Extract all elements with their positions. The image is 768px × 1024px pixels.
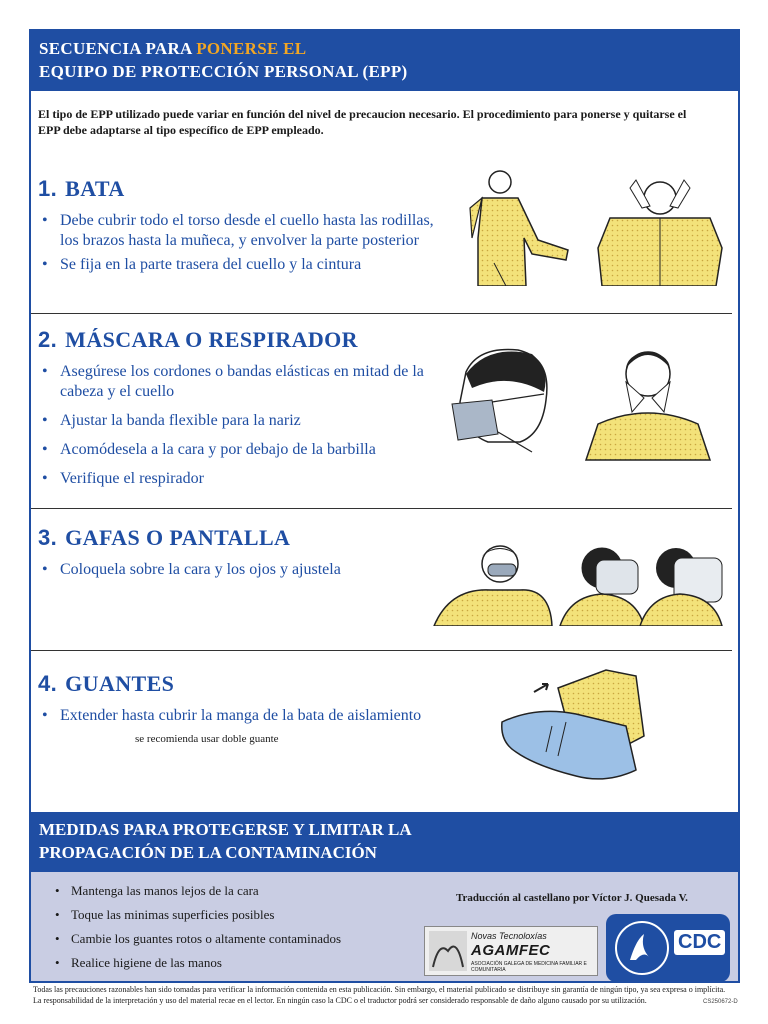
measures-title-line2: PROPAGACIÓN DE LA CONTAMINACIÓN	[39, 843, 377, 862]
agamfec-emblem-icon	[429, 931, 467, 971]
section-2-title: 2. MÁSCARA O RESPIRADOR	[38, 327, 358, 352]
section-1-title: 1. BATA	[38, 176, 125, 201]
translation-credit: Traducción al castellano por Víctor J. Quesada V.	[456, 892, 688, 904]
hhs-seal-icon	[614, 920, 670, 976]
bullet: • Coloquela sobre la cara y los ojos y ajustela	[38, 560, 438, 580]
bullet: • Debe cubrir todo el torso desde el cuello hasta las rodillas, los brazos hasta la muñeca, y envolver la parte posterior	[38, 211, 443, 251]
cdc-logo: CDC	[606, 914, 730, 982]
section-4-title: 4. GUANTES	[38, 671, 175, 696]
divider	[31, 508, 732, 509]
bullet: • Verifique el respirador	[38, 469, 428, 489]
measure-item: • Realice higiene de las manos	[53, 951, 341, 975]
mask-illustration	[448, 342, 730, 462]
agamfec-logo: Novas Tecnoloxías AGAMFEC ASOCIACIÓN GALEGA DE MEDICINA FAMILIAR E COMUNITARIA	[424, 926, 598, 976]
header-line1: SECUENCIA PARA PONERSE EL	[39, 39, 307, 58]
measures-list	[53, 879, 341, 975]
gown-illustration	[460, 168, 730, 286]
gloves-note: se recomienda usar doble guante	[135, 733, 279, 745]
divider	[31, 313, 732, 314]
bullet: • Se fija en la parte trasera del cuello y la cintura	[38, 255, 443, 275]
measure-item: • Mantenga las manos lejos de la cara	[53, 879, 341, 903]
bullet: • Acomódesela a la cara y por debajo de la barbilla	[38, 440, 428, 460]
bullet: • Ajustar la banda flexible para la nariz	[38, 411, 428, 431]
section-3-title: 3. GAFAS O PANTALLA	[38, 525, 291, 550]
page-header	[31, 31, 738, 91]
measures-header	[31, 812, 738, 872]
measures-title-line1: MEDIDAS PARA PROTEGERSE Y LIMITAR LA	[39, 820, 412, 839]
intro-text: El tipo de EPP utilizado puede variar en función del nivel de precaucion necesario. El procedimiento para ponerse y quitarse el EPP debe adaptarse al tipo específico de EPP empleado.	[38, 107, 687, 137]
gloves-illustration	[496, 666, 646, 784]
disclaimer: Todas las precauciones razonables han sido tomadas para verificar la información contenida en esta publicación. Sin embargo, el material publicado se distribuye sin garantía de ningún tipo, ya sea expresa o implícita. La responsabilidad de la interpretación y uso del material recae en el lector. En ningún caso la CDC o el traductor podrá ser considerado responsable de daño alguno causado por su utilización.	[33, 985, 726, 1005]
header-accent: PONERSE EL	[196, 39, 307, 58]
section-4-bullets	[38, 706, 498, 726]
goggles-illustration	[430, 538, 730, 626]
header-line2: EQUIPO DE PROTECCIÓN PERSONAL (EPP)	[39, 62, 408, 81]
bullet: • Extender hasta cubrir la manga de la bata de aislamiento	[38, 706, 498, 726]
bullet: • Asegúrese los cordones o bandas elásticas en mitad de la cabeza y el cuello	[38, 362, 428, 402]
document-code: CS250672-D	[703, 999, 738, 1005]
section-1-bullets	[38, 211, 443, 275]
section-2-bullets	[38, 362, 428, 489]
section-3-bullets	[38, 560, 438, 580]
measure-item: • Toque las minimas superficies posibles	[53, 903, 341, 927]
divider	[31, 650, 732, 651]
measure-item: • Cambie los guantes rotos o altamente contaminados	[53, 927, 341, 951]
